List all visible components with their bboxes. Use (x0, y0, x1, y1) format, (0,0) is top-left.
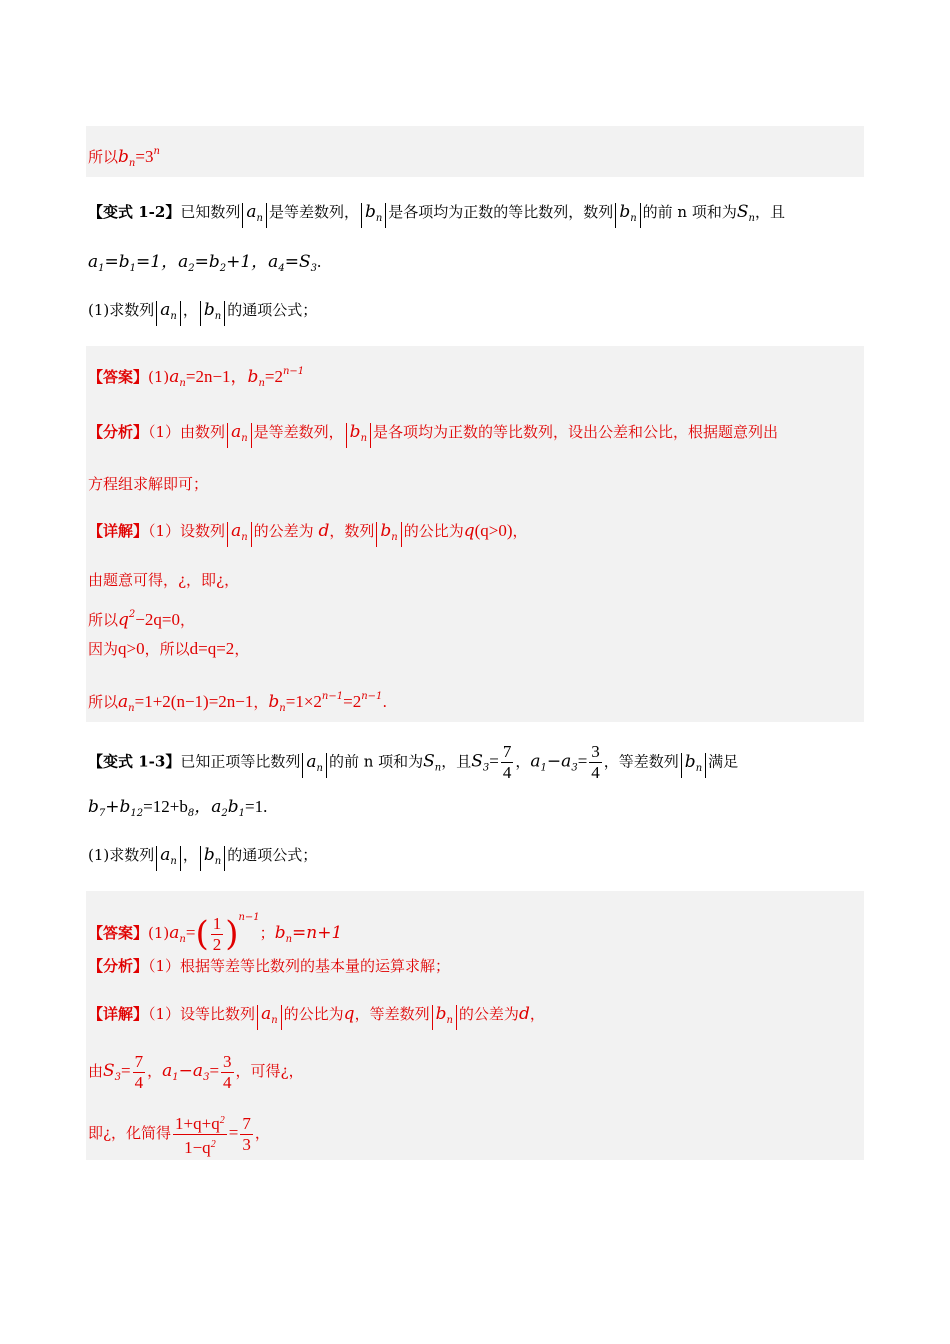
text: 所以 (88, 693, 119, 711)
problem-1-3-question (88, 843, 317, 871)
text: ， (182, 301, 198, 319)
math-var: q (343, 1004, 355, 1024)
subscript: n (695, 762, 703, 774)
subscript: n (128, 158, 136, 169)
numerator: 3 (223, 1051, 232, 1071)
problem-tag: 【变式 1-2】 (88, 203, 181, 221)
text: 已知数列 (180, 203, 241, 221)
text: ，所以 (144, 640, 190, 658)
math: +1，a (226, 252, 279, 272)
superscript: n−1 (321, 691, 344, 702)
math-var: a (231, 521, 242, 541)
problem-1-2-question (88, 298, 317, 326)
subscript: 7 (98, 808, 106, 819)
numerator: 7 (134, 1051, 144, 1071)
superscript: n−1 (282, 366, 305, 377)
detail-line-3 (88, 1108, 270, 1158)
math: a (162, 1061, 173, 1081)
text: ， (182, 846, 198, 864)
subscript: 1 (238, 808, 245, 819)
superscript: n−1 (361, 691, 383, 702)
math-var: b (619, 202, 631, 222)
sequence-b (361, 203, 386, 228)
math: =1+2(n−1)=2n−1 (134, 692, 254, 711)
analysis-line (88, 420, 778, 448)
superscript: 2 (219, 1114, 225, 1126)
analysis-line (88, 954, 450, 978)
text: 的通项公式； (227, 301, 318, 319)
text: 是等差数列， (253, 423, 344, 441)
denominator (173, 1135, 227, 1158)
text: 因为 (88, 640, 119, 658)
detail-tag: 【详解】 (88, 522, 149, 540)
subscript: n (285, 934, 293, 945)
superscript: 2 (210, 1138, 216, 1150)
math-var: a (246, 202, 257, 222)
subscript: n (256, 213, 263, 224)
text: 方程组求解即可； (88, 475, 209, 493)
subscript: n (375, 213, 383, 224)
subscript: n (214, 856, 222, 867)
text: ，等差数列 (603, 752, 679, 771)
math: b (247, 367, 259, 387)
math-var: b (118, 147, 129, 167)
text: ，且 (754, 203, 785, 221)
math: = (121, 1061, 131, 1080)
text: ， (179, 611, 195, 629)
denominator: 3 (242, 1134, 251, 1154)
math-var: S (471, 751, 483, 772)
answer-line (88, 360, 304, 396)
detail-line-4 (88, 637, 249, 661)
math: b (268, 692, 280, 712)
left-paren: ( (195, 914, 209, 954)
math: −a (178, 1061, 204, 1081)
text: ， (515, 752, 531, 771)
problem-tag: 【变式 1-3】 (88, 752, 181, 771)
numerator: 7 (242, 1113, 251, 1133)
math-var: a (160, 845, 171, 865)
math: =S (284, 252, 311, 272)
math: =1×2 (285, 692, 322, 711)
math: =2 (264, 367, 283, 386)
detail-line-3 (88, 603, 195, 632)
subscript: n (170, 856, 177, 867)
math: = (209, 1061, 220, 1080)
analysis-tag: 【分析】 (88, 423, 149, 441)
denominator: 4 (502, 763, 512, 782)
text: 的前 n 项和为 (328, 752, 424, 771)
answer-tag: 【答案】 (88, 924, 149, 942)
text: ，且 (441, 752, 472, 771)
subscript: n (271, 1015, 278, 1026)
subscript: 2 (219, 263, 227, 274)
superscript: n (153, 146, 160, 157)
text: 的通项公式； (227, 846, 318, 864)
math-var: b (203, 845, 215, 865)
text: ， (147, 1062, 163, 1080)
subscript: n (748, 213, 755, 224)
math: =1. (244, 797, 268, 816)
text: 所以 (88, 148, 119, 166)
sequence-b (200, 846, 225, 871)
subscript: n (391, 532, 398, 543)
sequence-a (156, 301, 181, 326)
subscript: 3 (203, 1072, 210, 1083)
text: 是等差数列， (268, 203, 359, 221)
text: ， (253, 693, 269, 711)
numerator (173, 1111, 227, 1135)
text: ， (529, 1005, 545, 1023)
math: b (274, 923, 286, 943)
math: = (228, 1123, 239, 1142)
problem-1-3-statement (88, 742, 738, 787)
subscript: 3 (114, 1072, 122, 1083)
subscript: 3 (482, 762, 490, 774)
sequence-b (200, 301, 225, 326)
subscript: 4 (278, 263, 285, 274)
math-var: b (684, 751, 696, 772)
text: 已知正项等比数列 (180, 752, 301, 771)
subscript: 3 (571, 762, 578, 774)
math: −2q=0 (135, 610, 180, 629)
denominator: 4 (223, 1072, 232, 1092)
math: = (185, 923, 196, 942)
math: q (118, 610, 129, 630)
text: （1）根据等差等比数列的基本量的运算求解； (148, 957, 451, 975)
sequence-a (242, 203, 267, 228)
text: 由题意可得，¿，即¿， (88, 571, 240, 589)
detail-line-5 (88, 685, 387, 721)
subscript: 2 (221, 808, 228, 819)
subscript: 12 (130, 808, 144, 819)
text: 即¿，化简得 (88, 1124, 172, 1142)
subscript: 2 (188, 263, 195, 274)
math: =b (104, 252, 130, 272)
math: a (169, 367, 180, 387)
text: 的前 n 项和为 (642, 203, 737, 221)
fraction (221, 1052, 234, 1093)
fraction (173, 1111, 227, 1158)
math: =1，a (136, 252, 189, 272)
math: q>0 (118, 639, 145, 658)
analysis-line-2 (88, 472, 208, 496)
math: =2n−1， (185, 367, 248, 386)
text: (1) (148, 368, 170, 386)
sequence-b (432, 1005, 457, 1030)
math: = (577, 751, 588, 771)
superscript: n−1 (238, 912, 260, 923)
math: −a (546, 751, 572, 772)
math: =2 (343, 692, 362, 711)
text: (1)求数列 (88, 301, 155, 319)
text: ， (254, 1124, 270, 1142)
problem-1-2-conditions (88, 250, 321, 281)
math-var: b (380, 521, 392, 541)
subscript: n (446, 1015, 453, 1026)
analysis-tag: 【分析】 (88, 957, 149, 975)
text: 满足 (708, 752, 739, 771)
subscript: 1 (540, 762, 547, 774)
subscript: 8 (187, 808, 195, 819)
sequence-b (615, 203, 640, 228)
math: a (88, 252, 99, 272)
text: 的公差为 (253, 522, 319, 540)
subscript: n (434, 762, 442, 774)
sequence-a (257, 1005, 282, 1030)
math: =12+b (143, 797, 188, 816)
subscript: 1 (129, 263, 137, 274)
math-var: d (318, 521, 330, 541)
math-var: a (231, 422, 242, 442)
text: ， (512, 522, 528, 540)
math-var: a (261, 1004, 272, 1024)
numerator: 3 (591, 742, 600, 761)
numerator: 7 (502, 742, 512, 761)
math-var: b (435, 1004, 447, 1024)
math-var: b (203, 300, 215, 320)
text: . (382, 693, 388, 711)
text: 的公比为 (283, 1005, 344, 1023)
math-var: q (463, 521, 475, 541)
math-var: a (160, 300, 171, 320)
fraction (240, 1114, 253, 1155)
sequence-a (302, 753, 327, 778)
subscript: n (630, 213, 637, 224)
numerator: 1 (212, 913, 222, 933)
text: ，可得¿， (235, 1062, 304, 1080)
problem-1-2-statement (88, 200, 785, 231)
math: S (103, 1061, 115, 1081)
math: +b (105, 797, 131, 817)
subscript: n (258, 378, 265, 389)
text: 的公差为 (458, 1005, 519, 1023)
text: ，数列 (329, 522, 375, 540)
sequence-a (227, 423, 252, 448)
text: 是各项均为正数的等比数列，数列 (388, 203, 614, 221)
math: = (489, 751, 499, 771)
text: ， (234, 640, 250, 658)
solution-block-tail (86, 126, 864, 177)
subscript: n (360, 433, 368, 444)
superscript: 2 (128, 609, 136, 620)
fraction (211, 914, 224, 955)
text: (1) (148, 924, 170, 942)
math-var: d (518, 1004, 530, 1024)
sequence-a (227, 522, 252, 547)
problem-1-3-conditions (88, 795, 267, 826)
text: 的公比为 (403, 522, 464, 540)
detail-line-2 (88, 1046, 304, 1103)
conclusion-line (88, 140, 160, 176)
subscript: n (214, 311, 222, 322)
sequence-b (681, 753, 706, 778)
subscript: n (170, 311, 177, 322)
text: 是各项均为正数的等比数列，设出公差和公比，根据题意列出 (373, 423, 779, 441)
math-var: S (423, 751, 435, 772)
answer-tag: 【答案】 (88, 368, 149, 386)
detail-tag: 【详解】 (88, 1005, 149, 1023)
fraction (589, 742, 602, 783)
math: ，a (194, 797, 222, 817)
math: 1+q+q (175, 1113, 220, 1133)
sequence-b (376, 522, 401, 547)
math-var: a (306, 751, 317, 772)
right-paren: ) (225, 914, 239, 954)
math: =n+1 (292, 923, 343, 943)
math: a (118, 692, 129, 712)
math: =b (194, 252, 220, 272)
sequence-b (346, 423, 371, 448)
detail-line (88, 1002, 545, 1030)
denominator: 4 (591, 763, 600, 782)
subscript: n (241, 433, 248, 444)
text: 所以 (88, 611, 119, 629)
subscript: n (128, 703, 135, 714)
math-var: b (349, 422, 361, 442)
fraction (133, 1052, 146, 1093)
denominator: 2 (212, 934, 222, 954)
subscript: n (179, 934, 186, 945)
subscript: n (279, 703, 286, 714)
fraction (501, 742, 514, 783)
text: 由 (88, 1062, 104, 1080)
text: ； (259, 924, 275, 942)
math: b (88, 797, 99, 817)
subscript: n (179, 378, 186, 389)
math: d=q=2 (189, 639, 235, 658)
text: （1）设等比数列 (148, 1005, 256, 1023)
text: （1）由数列 (148, 423, 226, 441)
sequence-a (156, 846, 181, 871)
subscript: n (316, 762, 323, 774)
math-var: S (736, 202, 749, 222)
subscript: 1 (172, 1072, 179, 1083)
detail-line-2 (88, 568, 239, 592)
math-var: b (364, 202, 376, 222)
math: a (530, 751, 541, 772)
math: 1−q (184, 1137, 211, 1157)
subscript: 1 (98, 263, 105, 274)
subscript: n (241, 532, 248, 543)
denominator: 4 (134, 1072, 144, 1092)
detail-line (88, 519, 528, 547)
math: (q>0) (474, 521, 513, 540)
math: b (227, 797, 239, 817)
text: ，等差数列 (354, 1005, 430, 1023)
subscript: 3 (310, 263, 317, 274)
math: a (169, 923, 180, 943)
text: （1）设数列 (148, 522, 226, 540)
math-expr: =3 (135, 147, 154, 166)
text: (1)求数列 (88, 846, 155, 864)
math: . (316, 252, 322, 271)
